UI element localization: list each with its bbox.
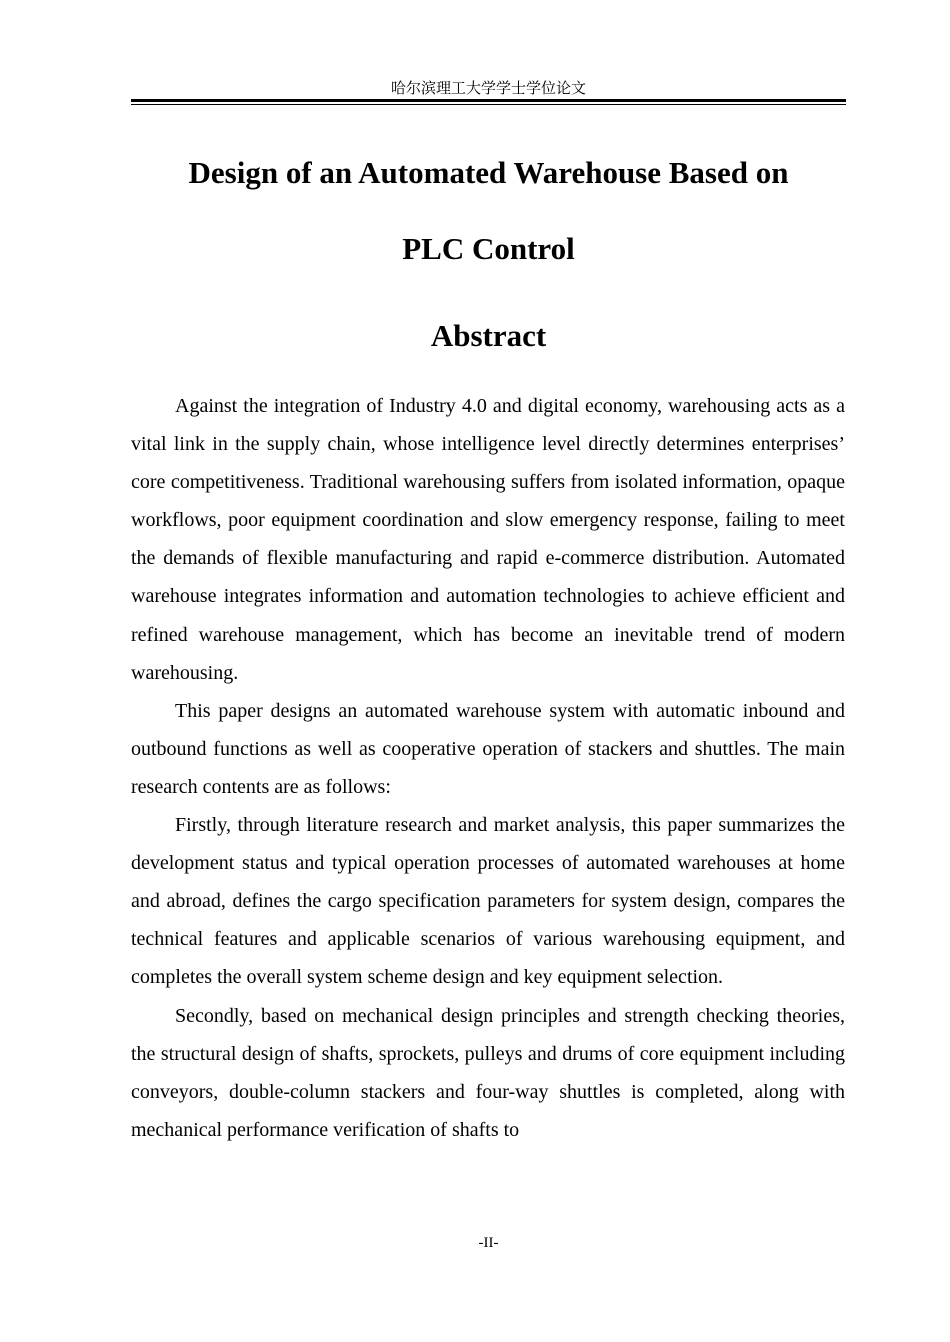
abstract-heading: Abstract xyxy=(430,318,547,353)
abstract-paragraph-3: Firstly, through literature research and market analysis, this paper summarizes the development status and typical operation processes of automated warehouses at home and abroad, defines the cargo specification parameters for system design, compares the technical features and applicable scenarios of various warehousing equipment, and completes the overall system scheme design and key equipment selection. xyxy=(131,814,845,989)
page-header: 哈尔滨理工大学学士学位论文 xyxy=(390,79,586,97)
abstract-paragraph-1: Against the integration of Industry 4.0 and digital economy, warehousing acts as a vital link in the supply chain, whose intelligence level directly determines enterprises’ core competitiveness. Traditional warehousing suffers from isolated information, opaque workflows, poor equipment coordination and slow emergency response, failing to meet the demands of flexible manufacturing and rapid e-commerce distribution. Automated warehouse integrates information and automation technologies to achieve efficient and refined warehouse management, which has become an inevitable trend of modern warehousing. xyxy=(131,395,845,684)
abstract-paragraph-2: This paper designs an automated warehouse system with automatic inbound and outbound functions as well as cooperative operation of stackers and shuttles. The main research contents are as follows: xyxy=(131,699,845,798)
paper-title-line-2: PLC Control xyxy=(402,231,575,266)
paper-title-line-1: Design of an Automated Warehouse Based on xyxy=(188,155,789,190)
header-rule-thin xyxy=(131,104,846,105)
abstract-body xyxy=(131,387,845,1149)
header-rule-thick xyxy=(131,99,846,102)
abstract-paragraph-4: Secondly, based on mechanical design principles and strength checking theories, the structural design of shafts, sprockets, pulleys and drums of core equipment including conveyors, double-column stackers and four-way shuttles is completed, along with mechanical performance verification of shafts to xyxy=(131,1004,845,1141)
page-number: -II- xyxy=(478,1235,499,1251)
